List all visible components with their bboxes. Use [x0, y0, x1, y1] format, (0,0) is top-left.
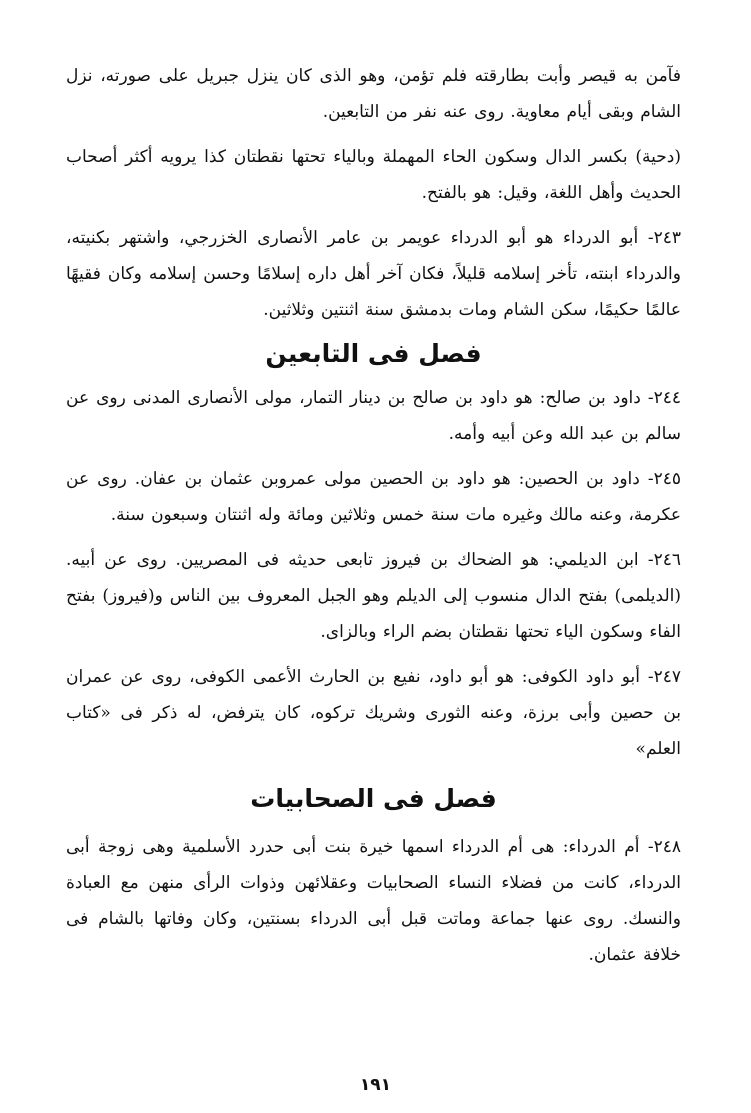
paragraph-244-dawud-salih: ٢٤٤- داود بن صالح: هو داود بن صالح بن دينار التمار، مولى الأنصارى المدنى روى عن سالم بن عبد الله وعن أبيه وأمه. — [66, 388, 681, 444]
section-title-sahabiyat: فصل فى الصحابيات — [250, 784, 497, 813]
page-number: ١٩١ — [359, 1075, 392, 1095]
paragraph-248-umm-darda: ٢٤٨- أم الدرداء: هى أم الدرداء اسمها خيرة بنت أبى حدرد الأسلمية وهى زوجة أبى الدرداء، كانت من فضلاء النساء الصحابيات وعقلائهن وذوات الرأى منهن مع العبادة والنسك. روى عنها جماعة وماتت قبل أبى الدرداء بسنتين، وكان وفاتها بالشام فى خلافة عثمان. — [66, 837, 681, 965]
paragraph-246-ibn-daylami: ٢٤٦- ابن الديلمي: هو الضحاك بن فيروز تابعى حديثه فى المصريين. روى عن أبيه. (الديلمى) بفتح الدال منسوب إلى الديلم وهو الجبل المعروف بين الناس و(فيروز) بفتح الفاء وسكون الياء تحتها نقطتان بضم الراء وبالزاى. — [66, 550, 681, 642]
paragraph-243-abu-darda: ٢٤٣- أبو الدرداء هو أبو الدرداء عويمر بن عامر الأنصارى الخزرجي، واشتهر بكنيته، والدرداء ابنته، تأخر إسلامه قليلاً، فكان آخر أهل داره إسلامًا وحسن إسلامه وكان فقيهًا عالمًا حكيمًا، سكن الشام ومات بدمشق سنة اثنتين وثلاثين. — [66, 228, 681, 320]
paragraph-dihya-note: (دحية) بكسر الدال وسكون الحاء المهملة وبالياء تحتها نقطتان كذا يرويه أكثر أصحاب الحديث وأهل اللغة، وقيل: هو بالفتح. — [66, 147, 681, 203]
document-page — [66, 58, 681, 982]
section-title-tabiin: فصل فى التابعين — [265, 339, 482, 368]
paragraph-245-dawud-husayn: ٢٤٥- داود بن الحصين: هو داود بن الحصين مولى عمروبن عثمان بن عفان. روى عن عكرمة، وعنه مالك وغيره مات سنة خمس وثلاثين ومائة وله اثنتان وسبعون سنة. — [66, 469, 681, 525]
paragraph-dihya-end: فآمن به قيصر وأبت بطارقته فلم تؤمن، وهو الذى كان ينزل جبريل على صورته، نزل الشام وبقى أيام معاوية. روى عنه نفر من التابعين. — [66, 66, 681, 122]
paragraph-247-abu-dawud-kufi: ٢٤٧- أبو داود الكوفى: هو أبو داود، نفيع بن الحارث الأعمى الكوفى، روى عن عمران بن حصين وأبى برزة، وعنه الثورى وشريك تركوه، كان يترفض، له ذكر فى «كتاب العلم» — [66, 667, 681, 759]
